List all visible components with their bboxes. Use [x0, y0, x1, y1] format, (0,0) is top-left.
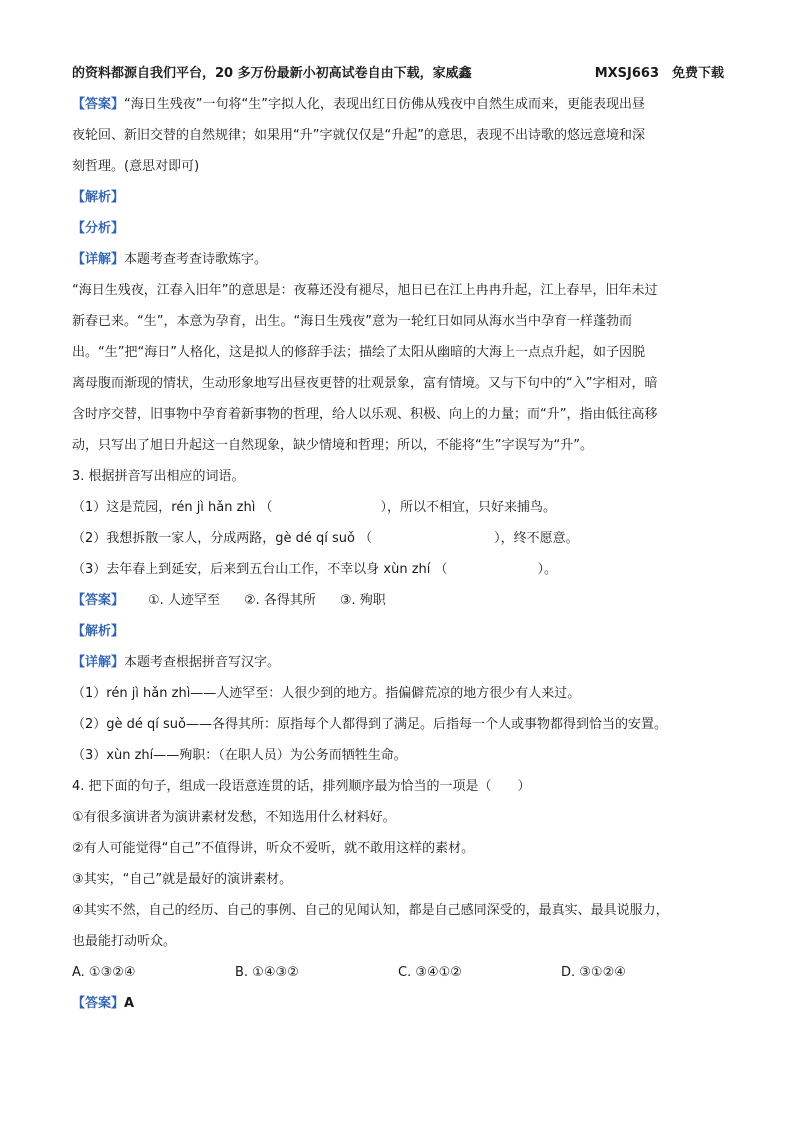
q2-detail-line-1: “海日生残夜，江春入旧年”的意思是：夜幕还没有褪尽，旭日已在江上冉冉升起，江上春早，旧年未过 — [72, 283, 658, 298]
q3-blank-2[interactable] — [372, 541, 494, 542]
detail-tag: 【详解】 — [72, 655, 125, 670]
answer-tag: 【答案】 — [72, 593, 125, 608]
q2-detail-line-4: 离母腹而渐现的情状，生动形象地写出昼夜更替的壮观景象，富有情境。又与下句中的“入”字相对，暗 — [72, 376, 658, 391]
document-page — [72, 62, 724, 1019]
q2-detail-line-2: 新春已来。“生”，本意为孕育，出生。“海日生残夜”意为一轮红日如同从海水当中孕育一样蓬勃而 — [72, 314, 632, 329]
q3-answer-3: ③. 殉职 — [339, 593, 386, 608]
q3-detail-intro: 【详解】本题考查根据拼音写汉字。 — [72, 655, 281, 670]
q3-detail-line-2: （2）gè dé qí suǒ——各得其所：原指每个人都得到了满足。后指每一个人或事物都得到恰当的安置。 — [72, 717, 667, 732]
q4-answer — [72, 988, 724, 1019]
q3-item-3: （3）去年春上到延安，后来到五台山工作，不幸以身 xùn zhí （ ）。 — [72, 562, 558, 577]
q2-answer-line-3: 刻哲理。(意思对即可) — [72, 159, 200, 174]
q3-item-2: （2）我想拆散一家人，分成两路，gè dé qí suǒ （ ），终不愿意。 — [72, 531, 579, 546]
q2-detail-line-6: 动，只写出了旭日升起这一自然现象，缺少情境和哲理；所以，不能将“生”字误写为“升”。 — [72, 438, 593, 453]
q4-options — [72, 957, 724, 988]
q2-detail-intro: 【详解】本题考查考查诗歌炼字。 — [72, 252, 268, 267]
q4-option-b[interactable]: B. ①④③② — [235, 965, 299, 980]
fenxi-tag: 【分析】 — [72, 221, 125, 236]
q2-detail-line-3: 出。“生”把“海日”人格化，这是拟人的修辞手法；描绘了太阳从幽暗的大海上一点点升起，如子因脱 — [72, 345, 645, 360]
answer-tag: 【答案】 — [72, 97, 125, 112]
q3-detail-line-1: （1）rén jì hǎn zhì——人迹罕至：人很少到的地方。指偏僻荒凉的地方很少有人来过。 — [72, 686, 581, 701]
q4-sentence-4-cont: 也最能打动听众。 — [72, 934, 177, 949]
q2-detail-line-5: 含时序交替，旧事物中孕育着新事物的哲理，给人以乐观、积极、向上的力量；而“升”，指由低往高移 — [72, 407, 658, 422]
q4-answer-value: A — [124, 996, 135, 1011]
watermark-header — [72, 62, 724, 86]
q4-title: 4. 把下面的句子，组成一段语意连贯的话，排列顺序最为恰当的一项是（ ） — [72, 779, 531, 794]
header-left: 的资料都源自我们平台，20 多万份最新小初高试卷自由下载，家威鑫 — [72, 66, 472, 81]
q4-option-a[interactable]: A. ①③②④ — [72, 965, 136, 980]
q4-option-d[interactable]: D. ③①②④ — [561, 965, 626, 980]
detail-tag: 【详解】 — [72, 252, 125, 267]
q4-sentence-4: ④其实不然，自己的经历、自己的事例、自己的见闻认知，都是自己感同深受的，最真实、最具说服力， — [72, 903, 669, 918]
q4-sentence-2: ②有人可能觉得“自己”不值得讲，听众不爱听，就不敢用这样的素材。 — [72, 841, 475, 856]
q3-answer-1: ①. 人迹罕至 — [148, 593, 220, 608]
q4-sentence-1: ①有很多演讲者为演讲素材发愁，不知选用什么材料好。 — [72, 810, 396, 825]
q3-blank-1[interactable] — [272, 510, 380, 511]
q2-answer-line-1: 【答案】“海日生残夜”一句将“生”字拟人化，表现出红日仿佛从残夜中自然生成而来，更能表现出昼 — [72, 97, 645, 112]
q3-answer — [72, 585, 724, 616]
analysis-tag: 【解析】 — [72, 624, 125, 639]
q3-blank-3[interactable] — [448, 572, 538, 573]
answer-tag: 【答案】 — [72, 996, 125, 1011]
q3-answer-2: ②. 各得其所 — [243, 593, 316, 608]
q4-sentence-3: ③其实，“自己”就是最好的演讲素材。 — [72, 872, 293, 887]
q4-option-c[interactable]: C. ③④①② — [398, 965, 462, 980]
header-right: MXSJ663 免费下载 — [594, 66, 724, 81]
q2-answer-line-2: 夜轮回、新旧交替的自然规律；如果用“升”字就仅仅是“升起”的意思，表现不出诗歌的悠远意境和深 — [72, 128, 645, 143]
q3-detail-line-3: （3）xùn zhí——殉职：（在职人员）为公务而牺牲生命。 — [72, 748, 407, 763]
q3-item-1: （1）这是荒园，rén jì hǎn zhì （ ），所以不相宜，只好来捕鸟。 — [72, 500, 556, 515]
analysis-tag: 【解析】 — [72, 190, 125, 205]
q3-title: 3. 根据拼音写出相应的词语。 — [72, 469, 245, 484]
